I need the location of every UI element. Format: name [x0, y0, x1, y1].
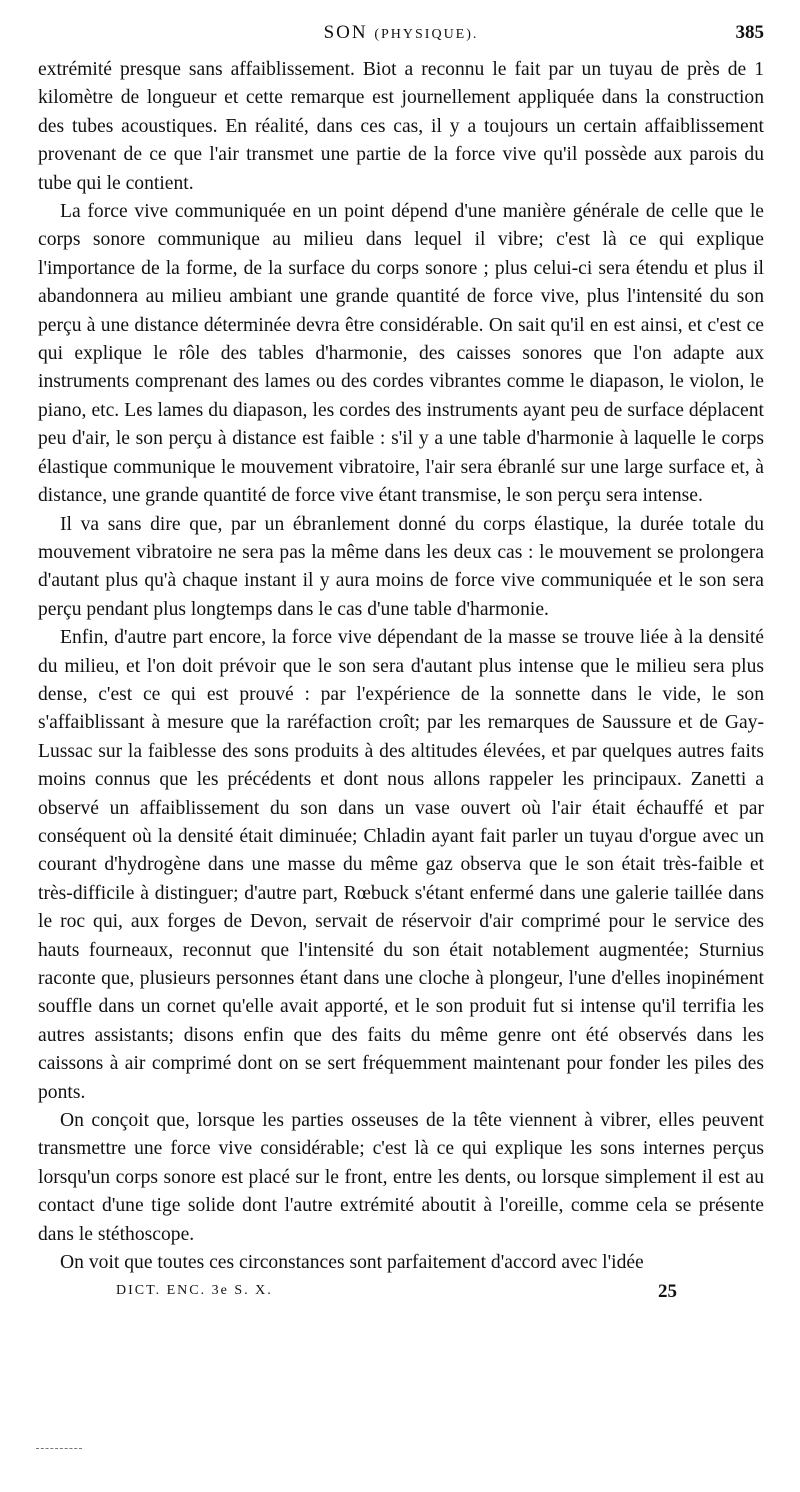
book-page	[38, 22, 764, 1311]
page-footer	[38, 1281, 764, 1311]
running-title	[38, 22, 764, 44]
body-text	[38, 56, 764, 1277]
paragraph-2: La force vive communiquée en un point dépend d'une manière générale de celle que le corps sonore communique au milieu dans lequel il vibre; c'est là ce qui explique l'importance de la forme, de la surface du corps sonore ; plus celui-ci sera étendu et plus il abandonnera au milieu ambiant une grande quantité de force vive, plus l'intensité du son perçu à une distance déterminée devra être considérable. On sait qu'il en est ainsi, et c'est ce qui explique le rôle des tables d'harmonie, des caisses sonores que l'on adapte aux instruments comprenant des lames ou des cordes vibrantes comme le diapason, le violon, le piano, etc. Les lames du diapason, les cordes des instruments ayant peu de surface déplacent peu d'air, le son perçu à distance est faible : s'il y a une table d'harmonie à laquelle le corps élastique communique le mouvement vibratoire, l'air sera ébranlé sur une large surface et, à distance, une grande quantité de force vive étant transmise, le son perçu sera intense.	[38, 201, 764, 507]
signature-mark: DICT. ENC. 3e S. X.	[116, 1283, 273, 1299]
signature-number: 25	[658, 1281, 677, 1303]
scan-dash-mark	[36, 1448, 82, 1449]
running-title-sub: (PHYSIQUE).	[374, 27, 479, 42]
running-title-main: SON	[323, 22, 368, 43]
paragraph-1: extrémité presque sans affaiblissement. Biot a reconnu le fait par un tuyau de près de 1 kilomètre de longueur et cette remarque est journellement appliquée dans la construction des tubes acoustiques. En réalité, dans ces cas, il y a toujours un certain affaiblissement provenant de ce que l'air transmet une partie de la force vive qu'il possède aux parois du tube qui le contient.	[38, 59, 764, 194]
paragraph-4: Enfin, d'autre part encore, la force vive dépendant de la masse se trouve liée à la densité du milieu, et l'on doit prévoir que le son sera d'autant plus intense que le milieu sera plus dense, c'est ce qui est prouvé : par l'expérience de la sonnette dans le vide, le son s'affaiblissant à mesure que la raréfaction croît; par les remarques de Saussure et de Gay-Lussac sur la faiblesse des sons produits à des altitudes élevées, et par quelques autres faits moins connus que les précédents et dont nous allons rappeler les principaux. Zanetti a observé un affaiblissement du son dans un vase ouvert où l'air était échauffé et par conséquent où la densité était diminuée; Chladin ayant fait parler un tuyau d'orgue avec un courant d'hydrogène dans une masse du même gaz observa que le son était très-faible et très-difficile à distinguer; d'autre part, Rœbuck s'étant enfermé dans une galerie taillée dans le roc qui, aux forges de Devon, servait de réservoir d'air comprimé pour le service des hauts fourneaux, reconnut que l'intensité du son était notablement augmentée; Sturnius raconte que, plusieurs personnes étant dans une cloche à plongeur, l'une d'elles inopinément souffle dans un cornet qu'elle avait apporté, et le son produit fut si intense qu'il terrifia les autres assistants; disons enfin que des faits du même genre ont été observés dans les caissons à air comprimé dont on se sert fréquemment maintenant pour fonder les piles des ponts.	[38, 627, 764, 1103]
paragraph-3: Il va sans dire que, par un ébranlement donné du corps élastique, la durée totale du mouvement vibratoire ne sera pas la même dans les deux cas : le mouvement se prolongera d'autant plus qu'à chaque instant il y aura moins de force vive communiquée et le son sera perçu pendant plus longtemps dans le cas d'une table d'harmonie.	[38, 513, 764, 620]
paragraph-6: On voit que toutes ces circonstances sont parfaitement d'accord avec l'idée	[60, 1252, 644, 1274]
running-head	[38, 22, 764, 56]
paragraph-5: On conçoit que, lorsque les parties osseuses de la tête viennent à vibrer, elles peuvent transmettre une force vive considérable; c'est là ce qui explique les sons internes perçus lorsqu'un corps sonore est placé sur le front, entre les dents, ou lorsque simplement il est au contact d'une tige solide dont l'autre extrémité aboutit à l'oreille, comme cela se présente dans le stéthoscope.	[38, 1110, 764, 1245]
page-number: 385	[735, 22, 764, 43]
